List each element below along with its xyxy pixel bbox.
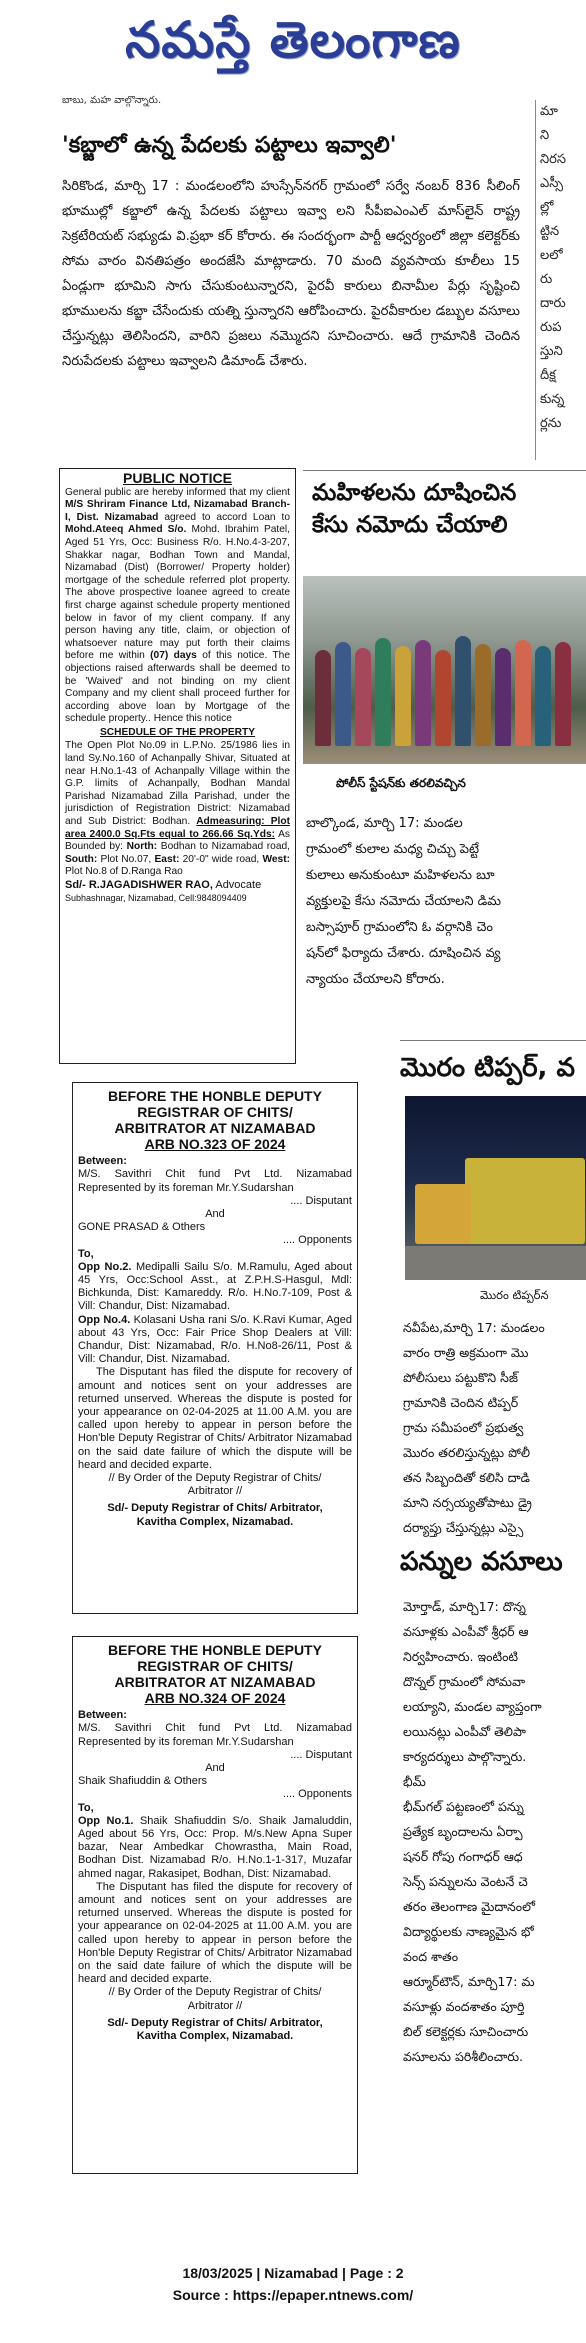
photo-figure bbox=[375, 638, 391, 746]
photo-ground bbox=[405, 1246, 586, 1280]
disputant: M/S. Savithri Chit fund Pvt Ltd. Nizamabad Represented by its foreman Mr.Y.Sudarshan bbox=[78, 1722, 352, 1748]
notice-borrower: Mohd.Ateeq Ahmed S/o. bbox=[65, 524, 187, 536]
opponent-role: .... Opponents bbox=[282, 1788, 352, 1801]
notice-client: M/S Shriram Finance Ltd, Nizamabad Branch-I, Dist. Nizamabad bbox=[65, 499, 290, 523]
and-label: And bbox=[205, 1208, 225, 1221]
photo-figure bbox=[415, 640, 431, 746]
notice-text: Mohd. Ibrahim Patel, Aged 51 Yrs, Occ: Business R/o. H.No.4-3-207, Shakkar nagar, Bodhan Town and Mandal, Nizamabad (Dist) (Borrower/ Property holder) mortgage of the schedule referred plot property. The above prospective loanee agreed to create first charge against schedule property mentioned below in favor of my client company. If any person having any title, claim, or objection of whatsoever nature may put forth their claims before me within bbox=[65, 524, 291, 662]
opponent-entry bbox=[78, 1261, 352, 1314]
story2-body: బాల్కొండ, మార్చి 17: మండల గ్రామంలో కులాల మధ్య చిచ్చు పెట్టే కులాలు అనుకుంటూ మహిళలను బూ వ్యక్తులపై కేసు నమోదు చేయాలని డిమ బస్సాపూర్ గ్రామంలోని ఓ వర్గానికి చెం షన్‌లో ఫిర్యాదు చేశారు. దూషించిన వ్య న్యాయం చేయాలని కోరారు. bbox=[306, 816, 501, 987]
to-label: To, bbox=[78, 1247, 94, 1260]
arb-notice-323 bbox=[72, 1082, 358, 1614]
section-rule bbox=[303, 470, 586, 471]
opponent-entry-label: Opp No.2. bbox=[78, 1260, 132, 1273]
photo-truck bbox=[415, 1184, 471, 1244]
arb-heading: BEFORE THE HONBLE DEPUTY REGISTRAR OF CHITS/ ARBITRATOR AT NIZAMABAD bbox=[108, 1088, 322, 1136]
column-divider bbox=[535, 100, 536, 460]
story4-headline: పన్నుల వసూలు bbox=[400, 1547, 563, 1577]
footer-source: Source : https://epaper.ntnews.com/ bbox=[172, 2287, 414, 2303]
photo-figure bbox=[515, 640, 531, 746]
lead-headline: 'కబ్జాలో ఉన్న పేదలకు పట్టాలు ఇవ్వాలి' bbox=[62, 132, 397, 158]
story3-photo bbox=[405, 1096, 586, 1280]
page-footer bbox=[0, 2262, 586, 2306]
disputant-role: .... Disputant bbox=[290, 1748, 352, 1761]
story2-headline: మహిళలను దూషించిన కేసు నమోదు చేయాలి bbox=[312, 480, 517, 538]
arb-body: The Disputant has filed the dispute for recovery of amount and notices sent on your addresses are returned unserved. Whereas the dispute is posted for your appearance on 02-04-2025 at 11.00 A.M. you are called upon hereby to appear in person before the Hon'ble Deputy Registrar of Chits/ Arbitrator Nizamabad on the said date failure of which the dispute will be heard and decided exparte. bbox=[78, 1366, 352, 1471]
opponent-entry-label: Opp No.4. bbox=[78, 1313, 131, 1326]
section-rule bbox=[400, 1040, 586, 1041]
notice-deadline: (07) days bbox=[150, 650, 197, 662]
east-boundary: 20'-0" wide road, bbox=[179, 853, 263, 865]
signatory-address: Subhashnagar, Nizamabad, Cell:9848094409 bbox=[65, 892, 247, 903]
opponent-entry bbox=[78, 1815, 352, 1881]
schedule-title: SCHEDULE OF THE PROPERTY bbox=[99, 726, 256, 738]
story2-photo bbox=[303, 576, 586, 764]
arb-number: ARB NO.323 OF 2024 bbox=[144, 1136, 286, 1152]
story3-caption: మొరం టిప్పర్‌న bbox=[480, 1288, 549, 1302]
photo-figure bbox=[475, 644, 491, 746]
schedule-body bbox=[65, 740, 290, 879]
notice-text: General public are hereby informed that my client bbox=[65, 486, 290, 498]
north-boundary: Bodhan to Nizamabad road, bbox=[157, 841, 290, 853]
photo-figure bbox=[335, 642, 351, 746]
notice-text: of this notice. The objections raised afterwards shall be deemed to be 'Waived' and not binding on my client Company and my client shall proceed further for according above loan by Mortgage of the schedule property.. Hence this notice bbox=[65, 650, 291, 725]
story2-caption: పోలీస్ స్టేషన్‌కు తరలివచ్చిన bbox=[336, 776, 466, 790]
photo-figure bbox=[535, 646, 551, 746]
west-boundary: Plot No.8 of D.Ranga Rao bbox=[65, 866, 183, 878]
photo-figure bbox=[355, 648, 371, 746]
public-notice-title: PUBLIC NOTICE bbox=[123, 470, 232, 486]
notice-signatory bbox=[65, 879, 290, 892]
opponent-entry-label: Opp No.1. bbox=[78, 1814, 134, 1827]
south-label: South: bbox=[65, 853, 98, 865]
lead-body: సిరికొండ, మార్చి 17 : మండలంలోని హుస్సేన్‌నగర్ గ్రామంలో సర్వే నంబర్ 836 సీలింగ్ భూముల్లో కబ్జాలో ఉన్న పేదలకు పట్టాలు ఇవ్వా లని సీపీఐఎంఎల్ మాస్‌లైన్ రాష్ట్ర సెక్రటేరియట్ సభ్యుడు వి.ప్రభా కర్ కోరారు. ఈ సందర్భంగా పార్టీ ఆధ్వర్యంలో జిల్లా కలెక్టర్‌కు సోమ వారం వినతిపత్రం అందజేసి మాట్లాడారు. 70 మంది వ్యవసాయ కూలీలు 15 ఏండ్లుగా భూమిని సాగు చేసుకుంటున్నారని, పైరవీ కారులు బినామీల పేర్లు సృష్టించి భూములను కబ్జా చేసేందుకు యత్ని స్తున్నారని ఆరోపించారు. పైరవీకారుల డబ్బుల వసూలు చేస్తున్నట్లు తెలిసిందని, వారిని ప్రజలు నమ్మొదని సూచించారు. ఆదే గ్రామానికి చెందిన నిరుపేదలకు పట్టాలు ఇవ్వాలని డిమాండ్ చేశారు. bbox=[62, 179, 520, 369]
photo-figure bbox=[495, 648, 511, 746]
arb-order: // By Order of the Deputy Registrar of Chits/ Arbitrator // bbox=[108, 1986, 322, 2012]
photo-figure bbox=[455, 636, 471, 746]
story3-body: నవీపేట,మార్చి 17: మండలం వారం రాత్రి అక్రమంగా మొ పోలీసులు పట్టుకొని సీజ్ గ్రామానికి చెందిన టిప్పర్ గ్రామ సమీపంలో ప్రభుత్వ మొరం తరలిస్తున్నట్లు పోలీ తన సిబ్బందితో కలిసి దాడి మాని నర్సయ్యతోపాటు డ్రై దర్యాప్తు చేస్తున్నట్లు ఎస్సై bbox=[403, 1320, 545, 1535]
to-label: To, bbox=[78, 1801, 94, 1814]
photo-figure bbox=[395, 646, 411, 746]
signatory-role: Advocate bbox=[212, 879, 262, 891]
south-boundary: Plot No.07, bbox=[97, 853, 155, 865]
schedule-text: As Bounded by: bbox=[65, 828, 290, 853]
story4-body: మోర్తాడ్, మార్చి17: దొన్న వసూళ్లకు ఎంపీవో శ్రీధర్ ఆ నిర్వహించారు. ఇంటింటి దొన్నల్ గ్రామంలో సోమవా లయ్యాని, మండల వ్యాప్తంగా లయినట్లు ఎంపీవో తెలిపా కార్యదర్శులు పాల్గొన్నారు. భీమ్ భీమ్‌గల్ పట్టణంలో పన్ను ప్రత్యేక బృందాలను ఏర్పా షనర్ గోపు గంగాధర్ ఆధ సెన్స్ పన్నులను వెంటనే చె తరం తెలంగాణ మైదానంలో విద్యార్థులకు నాణ్యమైన భో వంద శాతం ఆర్మూర్‌టౌన్, మార్చి17: మ వసూళ్లు వందశాతం పూర్తి బిల్ కలెక్టర్లకు సూచించారు వసూలను పరిశీలించారు. bbox=[403, 1599, 542, 2064]
photo-figure bbox=[555, 642, 571, 746]
opponent-entry-text: Shaik Shafiuddin S/o. Shaik Jamaluddin, Aged about 56 Yrs, Occ: Prop. M/s.New Apna Super bazar, Near Ambedkar Chowrastha, Main Road, Bodhan Dist. Nizamabad R/o. H.No.1-1-317, Muzafar ahmed nagar, Rakasipet, Bodhan, Dist: Nizamabad. bbox=[78, 1814, 352, 1880]
public-notice-body bbox=[65, 487, 290, 726]
arb-signature: Sd/- Deputy Registrar of Chits/ Arbitrator, Kavitha Complex, Nizamabad. bbox=[107, 2016, 323, 2043]
arb-notice-324 bbox=[72, 1636, 358, 2174]
top-fragment-text: బాబు, మహ వాల్గొన్నారు. bbox=[62, 95, 162, 106]
disputant-role: .... Disputant bbox=[290, 1194, 352, 1207]
opponent-entry-text: Medipalli Sailu S/o. M.Ramulu, Aged about 45 Yrs, Occ:School Asst., at Z.P.H.S-Hasgul, Mdl: Bichkunda, Dist: Kamareddy. R/o. H.No.7-109, Post & Vill: Chandur, Dist: Nizamabad. bbox=[78, 1260, 353, 1313]
opponent-entry bbox=[78, 1314, 352, 1367]
opponent-role: .... Opponents bbox=[282, 1234, 352, 1247]
east-label: East: bbox=[154, 853, 180, 865]
arb-number: ARB NO.324 OF 2024 bbox=[144, 1690, 286, 1706]
schedule-text: The Open Plot No.09 in L.P.No. 25/1986 lies in land Sy.No.160 of Achanpally Shivar, Situated at near H.No.1-43 of Achanpally Village within the G.P. limits of Achanpally, Bodhan Mandal Parishad Nizamabad Zilla Parishad, under the jurisdiction of Registration District: Nizamabad and Sub District: Bodhan. bbox=[65, 740, 290, 828]
photo-figure bbox=[435, 650, 451, 746]
schedule-area: Admeasuring: Plot area 2400.0 Sq.Fts equal to 266.66 Sq.Yds: bbox=[65, 816, 290, 840]
right-column-text: మా ని నిరస ఎస్సీ ల్లో ట్టిన లలో రు దారు రుప స్తుని దీక్ష కున్న ర్లను bbox=[540, 104, 566, 431]
opponent: GONE PRASAD & Others bbox=[78, 1221, 206, 1234]
west-label: West: bbox=[262, 853, 291, 865]
arb-signature: Sd/- Deputy Registrar of Chits/ Arbitrator, Kavitha Complex, Nizamabad. bbox=[107, 1502, 323, 1528]
right-column-fragment bbox=[540, 100, 586, 450]
between-label: Between: bbox=[78, 1709, 127, 1722]
opponent-entry-text: Kolasani Usha rani S/o. K.Ravi Kumar, Aged about 43 Yrs, Occ: Fair Price Shop Dealers at Vill: Chandur, Dist: Nizamabad, R/o. H.No8-26/11, Post & Vill: Chandur, Dist. Nizamabad. bbox=[78, 1313, 352, 1366]
footer-date-edition: 18/03/2025 | Nizamabad | Page : 2 bbox=[182, 2265, 404, 2281]
arb-order: // By Order of the Deputy Registrar of Chits/ Arbitrator // bbox=[108, 1472, 322, 1498]
between-label: Between: bbox=[78, 1155, 127, 1168]
opponent: Shaik Shafiuddin & Others bbox=[78, 1775, 208, 1788]
signatory-name: Sd/- R.JAGADISHWER RAO, bbox=[65, 879, 213, 891]
and-label: And bbox=[205, 1762, 225, 1775]
photo-truck bbox=[465, 1158, 585, 1244]
masthead-title: నమస్తే తెలంగాణ bbox=[125, 10, 461, 69]
arb-body: The Disputant has filed the dispute for recovery of amount and notices sent on your addresses are returned unserved. Whereas the dispute is posted for your appearance on 02-04-2025 at 11.00 A.M. you are called upon hereby to appear in person before the Hon'ble Deputy Registrar of Chits/ Arbitrator Nizamabad on the said date failure of which the dispute will be heard and decided exparte. bbox=[78, 1880, 352, 1986]
notice-text: agreed to accord Loan to bbox=[158, 511, 290, 523]
disputant: M/S. Savithri Chit fund Pvt Ltd. Nizamabad Represented by its foreman Mr.Y.Sudarshan bbox=[78, 1168, 352, 1194]
north-label: North: bbox=[126, 841, 158, 853]
story3-headline: మొరం టిప్పర్, వ bbox=[400, 1053, 575, 1083]
photo-figure bbox=[315, 650, 331, 746]
masthead-logo bbox=[0, 0, 586, 92]
arb-heading: BEFORE THE HONBLE DEPUTY REGISTRAR OF CHITS/ ARBITRATOR AT NIZAMABAD bbox=[108, 1642, 322, 1690]
public-notice bbox=[59, 468, 296, 1064]
